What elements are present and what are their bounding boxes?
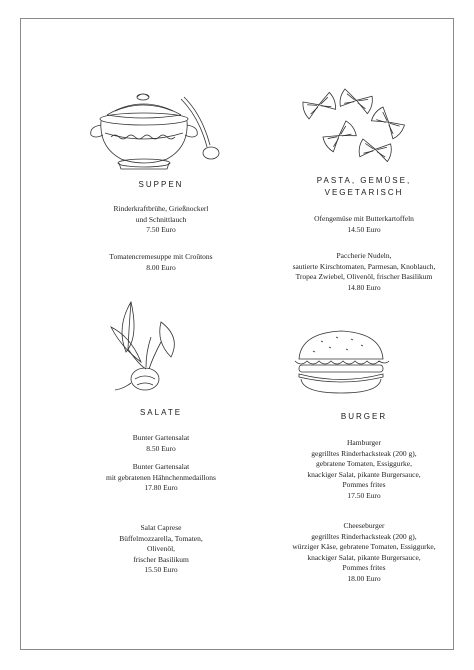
item-line: Hamburger [346,438,382,447]
section-heading-salate: SALATE [139,408,183,417]
item-line: Ofengemüse mit Butterkartoffeln [314,214,414,223]
item-price: 17.80 Euro [144,483,178,492]
item-price: 17.50 Euro [347,490,381,500]
menu-item-pasta-2 [264,251,464,293]
section-heading-pasta [264,175,464,199]
item-line: und Schnittlauch [135,214,187,224]
section-heading-suppen: SUPPEN [138,180,184,189]
item-line: gegrilltes Rinderhacksteak (200 g), [311,448,417,458]
item-price: 15.50 Euro [144,565,178,574]
menu-item-salat-2 [61,462,261,494]
menu-page [20,18,454,650]
item-line: sautierte Kirschtomaten, Parmesan, Knoblauch, [292,261,436,271]
item-price: 7.50 Euro [146,225,176,234]
menu-item-suppe-2 [61,252,261,273]
pasta-farfalle-icon [283,77,433,177]
heading-line: VEGETARISCH [324,188,404,197]
menu-item-burger-1 [264,438,464,501]
item-price: 8.00 Euro [146,262,176,272]
item-line: gebratene Tomaten, Essiggurke, [316,459,412,468]
menu-item-burger-2 [264,521,464,584]
item-line: Bunter Gartensalat [132,462,190,471]
item-price: 14.50 Euro [347,224,381,234]
beetroot-icon [101,297,201,397]
item-line: knackiger Salat, pikante Burgersauce, [307,552,421,562]
item-line: Büffelmozzarella, Tomaten, [119,533,203,543]
soup-tureen-icon [81,87,231,177]
menu-item-salat-3 [61,523,261,576]
burger-icon [291,327,391,397]
item-line: Salat Caprese [140,523,182,532]
menu-item-pasta-1 [264,214,464,235]
item-line: Bunter Gartensalat [132,433,190,442]
section-heading-burger: BURGER [340,412,388,421]
item-line: Tropea Zwiebel, Olivenöl, frischer Basilikum [295,272,433,281]
item-line: knackiger Salat, pikante Burgersauce, [307,469,421,479]
item-line: Paccherie Nudeln, [336,251,392,260]
item-line: würziger Käse, gebratene Tomaten, Essiggurke, [292,542,436,551]
item-line: mit gebratenen Hähnchenmedaillons [106,472,216,482]
item-price: 18.00 Euro [347,573,381,583]
item-line: Tomatencremesuppe mit Croûtons [109,252,213,261]
item-line: gegrilltes Rinderhacksteak (200 g), [311,531,417,541]
item-price: 8.50 Euro [146,443,176,453]
menu-item-suppe-1 [61,204,261,236]
item-line: Pommes frites [342,480,386,489]
item-line: frischer Basilikum [133,554,189,564]
menu-item-salat-1 [61,433,261,454]
item-line: Rinderkraftbrühe, Grießnockerl [113,204,209,213]
item-line: Olivenöl, [146,544,176,553]
item-price: 14.80 Euro [347,282,381,292]
heading-line: PASTA, GEMÜSE, [316,176,412,185]
item-line: Pommes frites [342,563,386,572]
item-line: Cheeseburger [343,521,385,530]
